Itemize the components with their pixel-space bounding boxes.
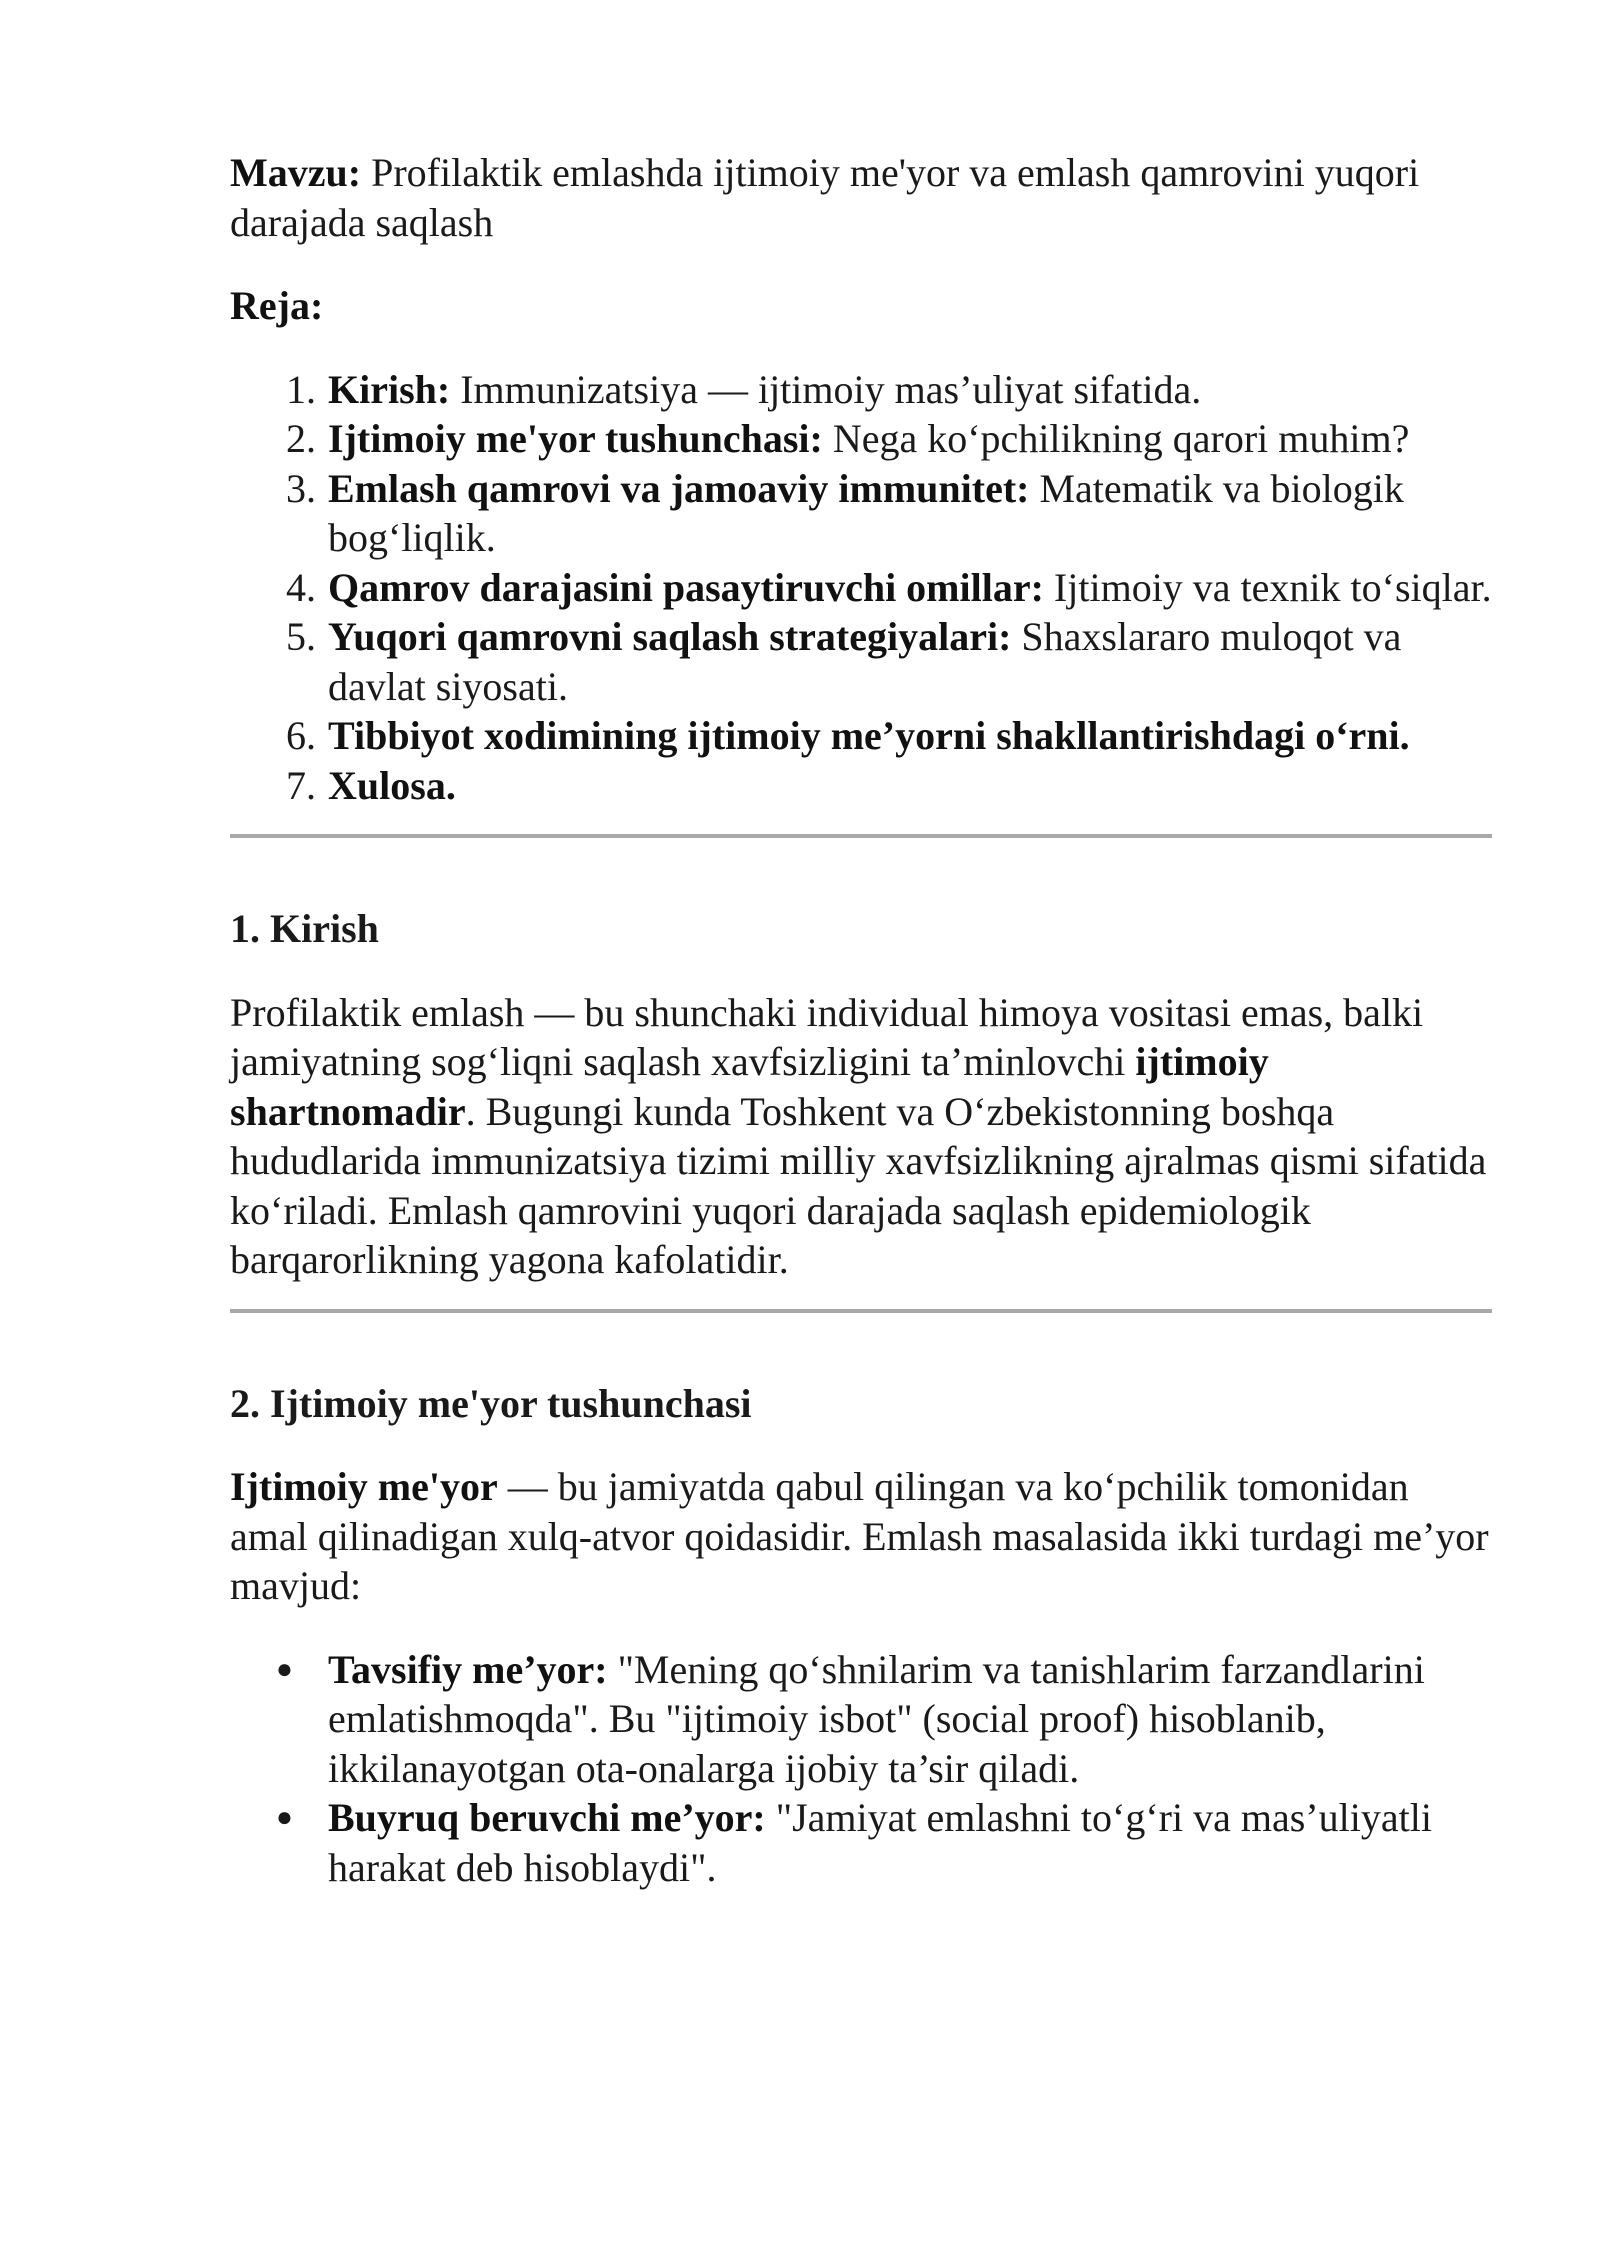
norm-item-1 <box>276 1645 1492 1794</box>
norm-list <box>230 1645 1492 1893</box>
plan-item-bold: Yuqori qamrovni saqlash strategiyalari: <box>328 614 1012 659</box>
topic-label: Mavzu: <box>230 150 362 195</box>
plan-item-4 <box>286 563 1492 613</box>
plan-item-number: 4. <box>286 564 316 610</box>
plan-item-7 <box>286 761 1492 811</box>
topic-text: Profilaktik emlashda ijtimoiy me'yor va emlash qamrovini yuqori darajada saqlash <box>230 150 1420 245</box>
plan-item-text: Immunizatsiya — ijtimoiy mas’uliyat sifatida. <box>450 366 1202 412</box>
plan-item-number: 6. <box>286 713 316 758</box>
bullet-icon: ● <box>276 1653 293 1685</box>
plan-item-number: 7. <box>286 762 316 808</box>
norm-item-text: "Jamiyat emlashni to‘g‘ri va mas’uliyatli harakat deb hisoblaydi". <box>328 1795 1432 1890</box>
norm-item-text: "Mening qo‘shnilarim va tanishlarim farzandlarini emlatishmoqda". Bu "ijtimoiy isbot" (social proof) hisoblanib, ikkilanayotgan ota-onalarga ijobiy ta’sir qiladi. <box>328 1646 1425 1791</box>
plan-item-bold: Qamrov darajasini pasaytiruvchi omillar: <box>328 564 1044 610</box>
document-page <box>230 148 1492 1892</box>
section-1-paragraph <box>230 988 1492 1285</box>
horizontal-divider <box>230 834 1492 838</box>
plan-heading <box>230 281 1492 331</box>
plan-item-5 <box>286 612 1492 711</box>
section-1-bold: ijtimoiy shartnomadir <box>230 1039 1269 1134</box>
plan-item-bold: Xulosa. <box>328 762 456 808</box>
plan-item-number: 2. <box>286 416 316 461</box>
section-1-text-a: Profilaktik emlash — bu shunchaki individual himoya vositasi emas, balki jamiyatning sog‘liqni saqlash xavfsizligini ta’minlovchi <box>230 989 1424 1084</box>
plan-item-bold: Ijtimoiy me'yor tushunchasi: <box>328 416 823 461</box>
plan-item-bold: Tibbiyot xodimining ijtimoiy me’yorni shakllantirishdagi o‘rni. <box>328 713 1410 758</box>
section-1-text-b: . Bugungi kunda Toshkent va O‘zbekistonning boshqa hududlarida immunizatsiya tizimi milliy xavfsizlikning ajralmas qismi sifatida ko‘riladi. Emlash qamrovini yuqori darajada saqlash epidemiologik barqarorlikning yagona kafolatidir. <box>230 1088 1487 1282</box>
plan-item-bold: Kirish: <box>328 366 451 412</box>
norm-item-bold: Tavsifiy me’yor: <box>328 1646 608 1692</box>
plan-item-2 <box>286 414 1492 464</box>
section-2-bold: Ijtimoiy me'yor <box>230 1464 498 1509</box>
norm-item-2 <box>276 1793 1492 1892</box>
plan-item-6 <box>286 711 1492 761</box>
bullet-icon: ● <box>276 1802 293 1833</box>
plan-item-number: 5. <box>286 614 316 659</box>
plan-item-text: Ijtimoiy va texnik to‘siqlar. <box>1043 564 1492 610</box>
section-2-heading: 2. Ijtimoiy me'yor tushunchasi <box>230 1380 752 1426</box>
plan-heading-text: Reja: <box>230 283 324 328</box>
plan-item-bold: Emlash qamrovi va jamoaviy immunitet: <box>328 465 1030 511</box>
norm-item-bold: Buyruq beruvchi me’yor: <box>328 1795 766 1840</box>
plan-item-text: Shaxslararo muloqot va davlat siyosati. <box>328 614 1402 709</box>
section-2-paragraph <box>230 1462 1492 1611</box>
section-1-heading: 1. Kirish <box>230 906 379 951</box>
plan-item-3 <box>286 464 1492 563</box>
plan-item-text: Matematik va biologik bog‘liqlik. <box>328 465 1404 560</box>
section-2-text: — bu jamiyatda qabul qilingan va ko‘pchilik tomonidan amal qilinadigan xulq-atvor qoidasidir. Emlash masalasida ikki turdagi me’yor mavjud: <box>230 1464 1489 1608</box>
plan-item-number: 3. <box>286 465 316 511</box>
topic-paragraph <box>230 148 1492 247</box>
horizontal-divider <box>230 1309 1492 1313</box>
plan-item-text: Nega ko‘pchilikning qarori muhim? <box>822 416 1410 461</box>
plan-list <box>230 365 1492 811</box>
plan-item-number: 1. <box>286 366 316 412</box>
plan-item-1 <box>286 365 1492 415</box>
